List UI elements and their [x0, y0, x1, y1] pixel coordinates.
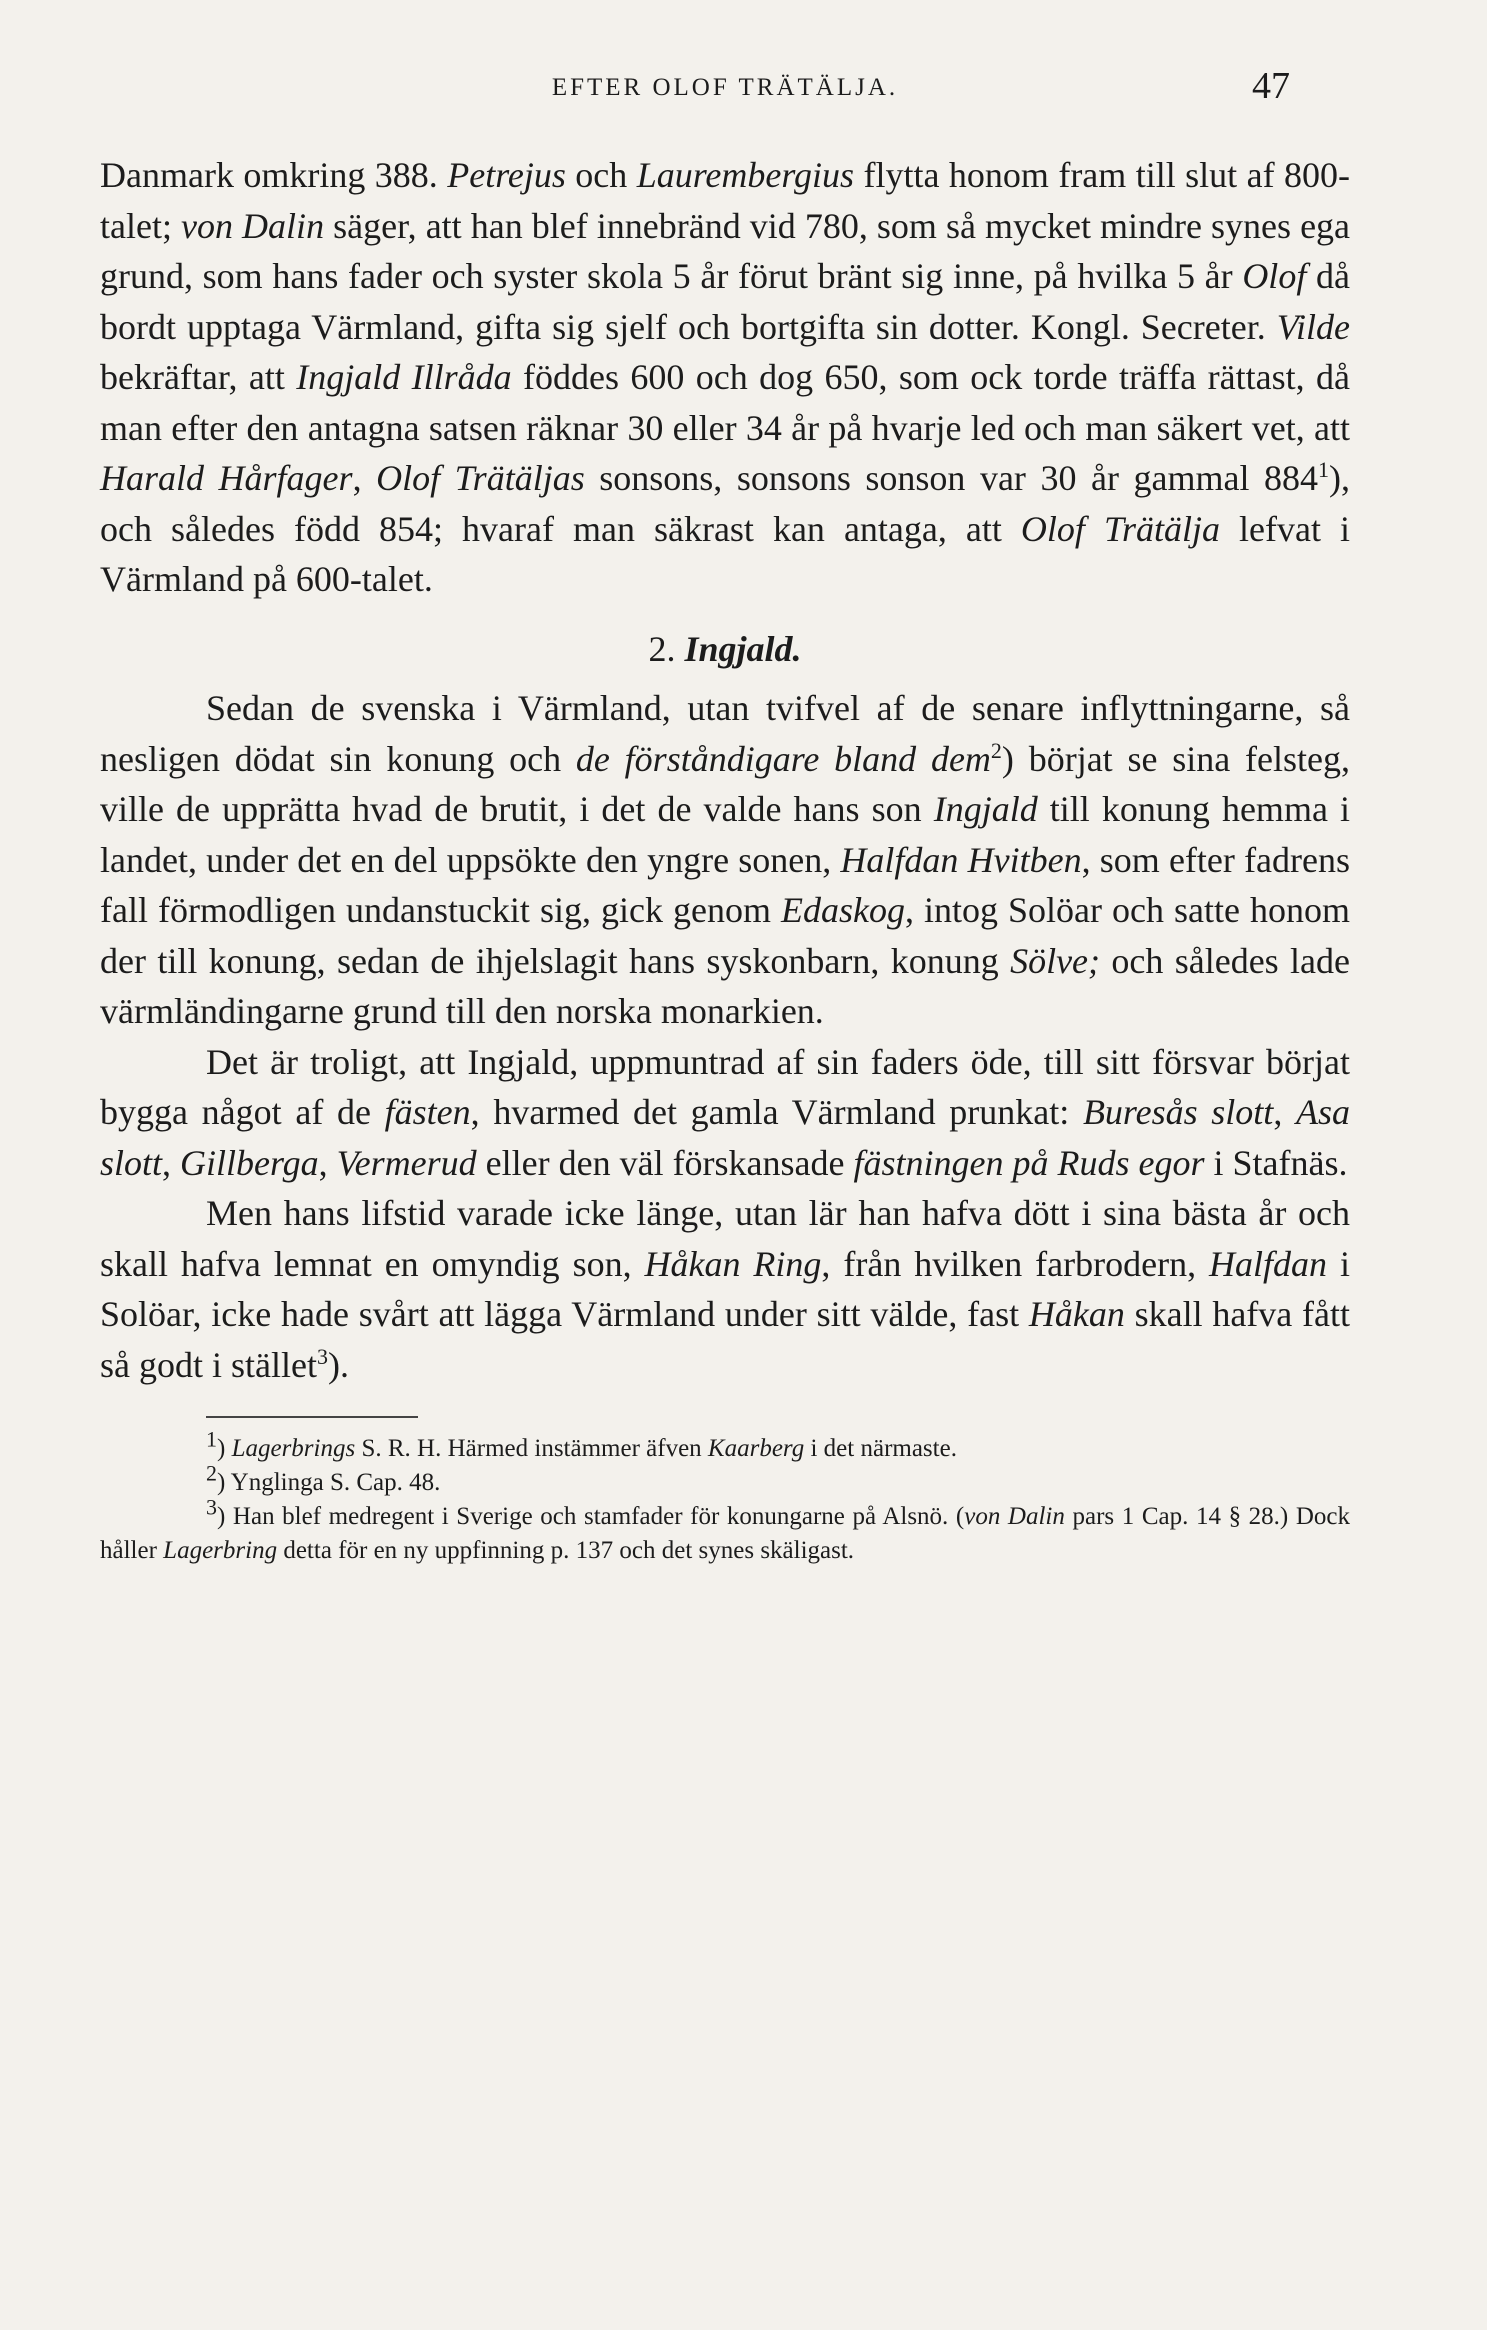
name-petrejus: Petrejus	[447, 155, 566, 195]
name-olof-trataljas: Olof Trätäljas	[376, 458, 585, 498]
text-run: )	[217, 1435, 232, 1462]
text-run: , intog Solöar och satte honom der till konung, sedan de ihjelslagit hans syskonbarn, konung	[100, 890, 1350, 981]
text-run: till konung hemma i landet, under det en del uppsökte den yngre sonen,	[100, 789, 1350, 880]
text-run: ) Ynglinga S. Cap. 48.	[217, 1469, 441, 1496]
place-vermerud: Vermerud	[336, 1142, 477, 1183]
name-ingjald: Ingjald	[933, 789, 1038, 829]
text-run: ).	[327, 1344, 349, 1385]
running-title: EFTER OLOF TRÄTÄLJA.	[551, 74, 899, 101]
text-run: ), och således född 854; hvaraf man säkrast kan antaga, att	[100, 458, 1351, 549]
text-run: eller den väl förskansade	[476, 1142, 854, 1183]
text-run: pars 1 Cap. 14 § 28.) Dock håller	[100, 1503, 1350, 1564]
section-number: 2.	[648, 628, 676, 669]
paragraph-2	[100, 683, 1350, 1037]
paragraph-3	[100, 1037, 1350, 1189]
text-run: ,	[1273, 1092, 1296, 1132]
text-run: och således lade värmländingarne grund till den norska monarkien.	[100, 940, 1350, 1031]
name-von-dalin-footnote: von Dalin	[964, 1503, 1065, 1530]
name-lagerbring: Lagerbring	[163, 1537, 278, 1564]
text-run: detta för en ny uppfinning p. 137 och det synes skäligast.	[277, 1537, 855, 1564]
footnote-mark-3: 3	[206, 1494, 217, 1520]
name-lagerbrings: Lagerbrings	[231, 1435, 356, 1462]
name-olof-tratalja: Olof Trätälja	[1020, 508, 1220, 549]
text-run: , hvarmed det gamla Värmland prunkat:	[470, 1092, 1083, 1132]
footnote-3	[100, 1494, 1350, 1568]
paragraph-1	[100, 150, 1350, 605]
text-run: sonsons, sonsons sonson var 30 år gammal 884	[584, 458, 1319, 498]
text-run: ) börjat se sina felsteg, ville de upprätta hvad de brutit, i det de valde hans son	[100, 738, 1350, 829]
place-edaskog: Edaskog	[780, 890, 905, 930]
footnote-mark-2: 2	[206, 1460, 217, 1486]
name-olof: Olof	[1242, 256, 1307, 296]
page-number: 47	[1252, 65, 1290, 107]
name-hakan-ring: Håkan Ring	[644, 1243, 822, 1284]
name-laurembergius: Laurembergius	[636, 155, 855, 195]
name-hakan: Håkan	[1028, 1294, 1125, 1334]
text-run: S. R. H. Härmed instämmer äfven	[355, 1435, 708, 1462]
text-run: i Stafnäs.	[1204, 1142, 1348, 1183]
name-halfdan: Halfdan	[1209, 1243, 1328, 1284]
text-run: ,	[318, 1142, 337, 1183]
text-run: säger, att han blef innebränd vid 780, som så mycket mindre synes ega grund, som hans fader och syster skola 5 år förut bränt sig inne, på hvilka 5 år	[100, 205, 1351, 296]
text-run: Danmark omkring 388.	[100, 155, 448, 195]
footnote-divider	[206, 1416, 418, 1418]
name-kaarberg: Kaarberg	[707, 1435, 805, 1462]
text-run: i det närmaste.	[804, 1435, 957, 1462]
text-run: då bordt upptaga Värmland, gifta sig sjelf och bortgifta sin dotter. Kongl. Secreter.	[100, 256, 1350, 347]
text-run: föddes 600 och dog 650, som ock torde träffa rättast, då man efter den antagna satsen räknar 30 eller 34 år på hvarje led och man säkert vet, att	[100, 357, 1350, 448]
name-solve: Sölve;	[1010, 940, 1101, 981]
text-run: och	[565, 155, 637, 195]
text-run: ,	[162, 1142, 181, 1183]
text-run: ) Han blef medregent i Sverige och stamfader för konungarne på Alsnö. (	[217, 1503, 965, 1530]
footnote-ref-1[interactable]: 1	[1318, 457, 1330, 482]
section-heading	[100, 624, 1350, 675]
footnote-mark-1: 1	[206, 1426, 217, 1452]
text-run: flytta honom fram till slut af 800-talet;	[100, 155, 1350, 246]
name-vilde: Vilde	[1276, 306, 1350, 347]
text-run: ,	[352, 458, 377, 498]
phrase-forstandigare: de förståndigare bland dem	[575, 738, 991, 779]
place-fastningen: fästningen på Ruds egor	[853, 1142, 1205, 1183]
text-run: lefvat i Värmland på 600-talet.	[100, 508, 1350, 599]
place-buresas-slott: Buresås slott	[1082, 1092, 1274, 1132]
text-run: skall hafva fått så godt i stället	[100, 1294, 1350, 1385]
footnote-1	[100, 1426, 1350, 1466]
text-run: Sedan de svenska i Värmland, utan tvifvel af de senare inflyttningarne, så nesligen dödat sin konung och	[100, 688, 1350, 779]
place-asa-slott: Asa slott	[100, 1092, 1350, 1183]
footnote-ref-2[interactable]: 2	[990, 737, 1002, 763]
text-run: , som efter fadrens fall förmodligen undanstuckit sig, gick genom	[100, 839, 1351, 930]
page-header	[100, 64, 1350, 114]
word-fasten: fästen	[384, 1092, 471, 1132]
text-run: bekräftar, att	[100, 357, 297, 397]
text-run: Men hans lifstid varade icke länge, utan lär han hafva dött i sina bästa år och skall hafva lemnat en omyndig son,	[100, 1193, 1350, 1284]
name-halfdan-hvitben: Halfdan Hvitben	[840, 839, 1082, 880]
footnote-ref-3[interactable]: 3	[316, 1343, 328, 1369]
place-gillberga: Gillberga	[180, 1142, 319, 1183]
footnote-2	[100, 1460, 1350, 1500]
text-run: Det är troligt, att Ingjald, uppmuntrad af sin faders öde, till sitt försvar börjat bygga något af de	[100, 1041, 1350, 1132]
text-run: , från hvilken farbrodern,	[821, 1243, 1210, 1284]
name-harald-harfager: Harald Hårfager	[100, 458, 353, 498]
paragraph-4	[100, 1188, 1350, 1390]
text-run: i Solöar, icke hade svårt att lägga Värmland under sitt välde, fast	[100, 1243, 1350, 1334]
section-title: Ingjald.	[684, 628, 802, 669]
name-von-dalin: von Dalin	[181, 205, 325, 246]
name-ingjald-illrada: Ingjald Illråda	[296, 357, 512, 397]
main-text	[100, 150, 1350, 1568]
